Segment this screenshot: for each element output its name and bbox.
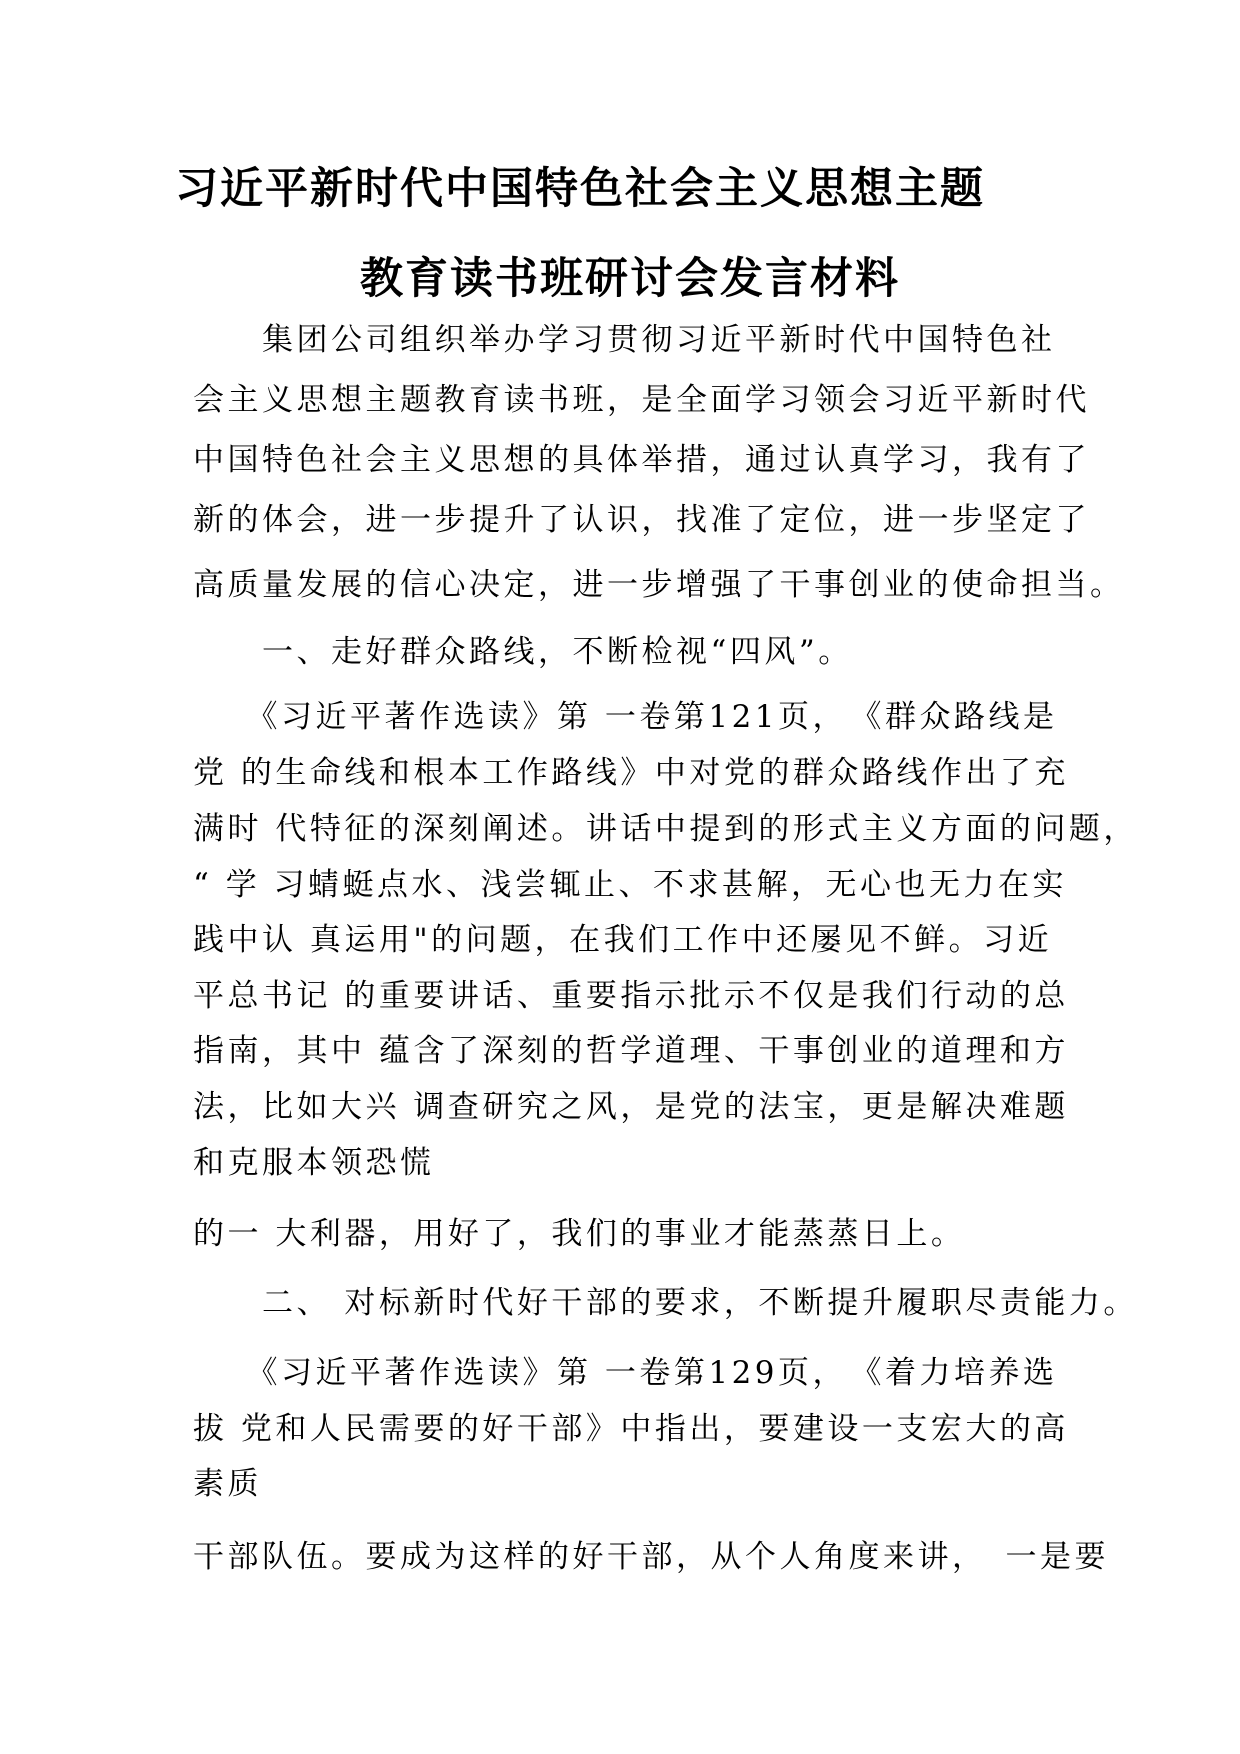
body-line: 法，比如大兴 调查研究之风，是党的法宝，更是解决难题 (193, 1089, 1069, 1125)
section-heading: 二、 对标新时代好干部的要求，不断提升履职尽责能力。 (193, 1285, 1138, 1321)
body-line: 的一 大利器，用好了，我们的事业才能蒸蒸日上。 (193, 1216, 966, 1252)
body-line: 新的体会，进一步提升了认识，找准了定位，进一步坚定了 (193, 502, 1090, 538)
document-title-line-1: 习近平新时代中国特色社会主义思想主题 (175, 164, 985, 214)
body-line: 满时 代特征的深刻阐述。讲话中提到的形式主义方面的问题， (193, 811, 1138, 847)
body-line: 素质 (193, 1466, 262, 1502)
body-line: 践中认 真运用"的问题，在我们工作中还屡见不鲜。习近 (193, 922, 1053, 958)
section-heading: 一、走好群众路线，不断检视“四风”。 (193, 634, 853, 670)
body-line: 指南，其中 蕴含了深刻的哲学道理、干事创业的道理和方 (193, 1033, 1069, 1069)
body-line: 高质量发展的信心决定，进一步增强了干事创业的使命担当。 (193, 567, 1125, 603)
body-line: 会主义思想主题教育读书班，是全面学习领会习近平新时代 (193, 382, 1090, 418)
body-line: 中国特色社会主义思想的具体举措，通过认真学习，我有了 (193, 442, 1090, 478)
body-line: 和克服本领恐慌 (193, 1145, 435, 1181)
document-title-line-2: 教育读书班研讨会发言材料 (360, 254, 900, 304)
body-line: 平总书记 的重要讲话、重要指示批示不仅是我们行动的总 (193, 978, 1069, 1014)
body-line: 拔 党和人民需要的好干部》中指出，要建设一支宏大的高 (193, 1411, 1069, 1447)
body-line: 《习近平著作选读》第 一卷第129页， 《着力培养选 (193, 1355, 1058, 1391)
body-line: 干部队伍。要成为这样的好干部，从个人角度来讲， 一是要 (193, 1539, 1109, 1575)
body-line: 《习近平著作选读》第 一卷第121页， 《群众路线是 (193, 699, 1058, 735)
body-line: 集团公司组织举办学习贯彻习近平新时代中国特色社 (193, 322, 1056, 358)
body-line: 党 的生命线和根本工作路线》中对党的群众路线作出了充 (193, 755, 1069, 791)
body-line: “ 学 习蜻蜓点水、浅尝辄止、不求甚解，无心也无力在实 (193, 867, 1068, 903)
